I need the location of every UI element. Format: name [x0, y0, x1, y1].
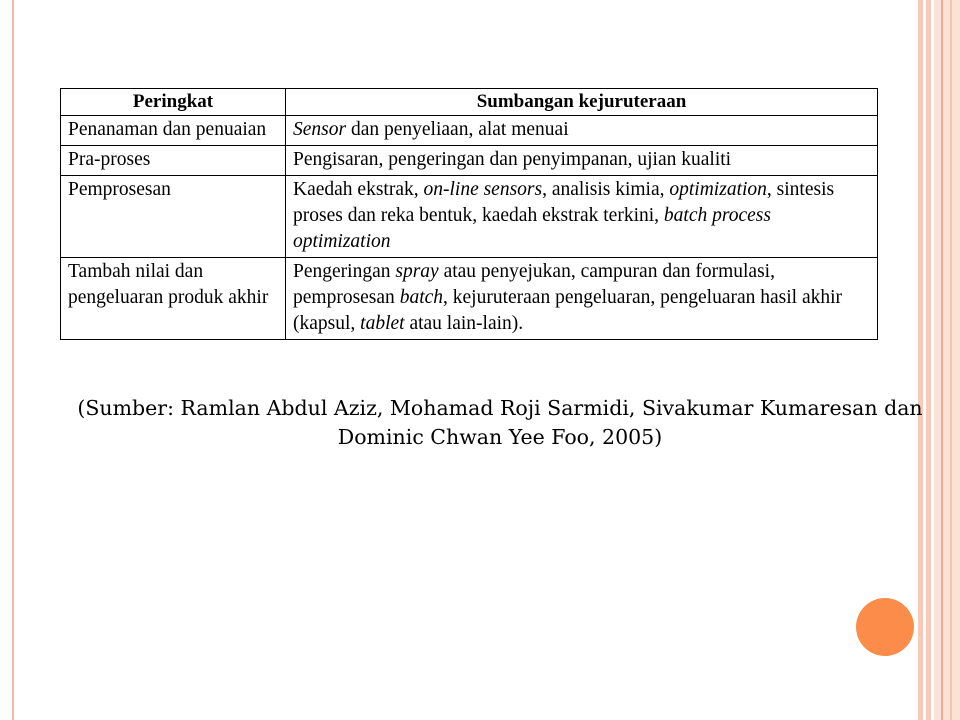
contribution-segment: tablet: [360, 313, 405, 334]
decorative-circle: [856, 598, 914, 656]
table-row: [61, 258, 878, 340]
contribution-segment: Pengeringan: [293, 261, 396, 282]
contribution-segment: batch: [399, 287, 444, 308]
contribution-segment: Sensor: [293, 119, 347, 140]
stage-cell: Penanaman dan penuaian: [61, 116, 286, 146]
contribution-segment: dan penyeliaan, alat menuai: [346, 119, 569, 140]
table-row: [61, 116, 878, 146]
table-row: [61, 146, 878, 176]
header-stage: Peringkat: [61, 89, 286, 116]
right-border-stripe: [918, 0, 923, 720]
contribution-segment: atau penyejukan, campuran dan formulasi, pemprosesan: [293, 261, 775, 308]
contribution-cell: [286, 116, 878, 146]
stage-cell: Pemprosesan: [61, 176, 286, 258]
stage-cell: Tambah nilai dan pengeluaran produk akhir: [61, 258, 286, 340]
right-border-stripe: [941, 0, 943, 720]
right-border-stripe: [926, 0, 931, 720]
stage-cell: Pra-proses: [61, 146, 286, 176]
contribution-cell: [286, 258, 878, 340]
contribution-cell: [286, 146, 878, 176]
header-contribution: Sumbangan kejuruteraan: [286, 89, 878, 116]
contribution-segment: on-line sensors: [423, 179, 543, 200]
contribution-segment: optimization: [669, 179, 767, 200]
table-row: [61, 176, 878, 258]
contribution-segment: atau lain-lain).: [404, 313, 524, 334]
right-border-stripe: [934, 0, 960, 720]
right-border-stripe: [950, 0, 952, 720]
contribution-segment: , kejuruteraan pengeluaran, pengeluaran hasil akhir (kapsul,: [293, 287, 843, 334]
table-header-row: [61, 89, 878, 116]
contribution-segment: , sintesis proses dan reka bentuk, kaedah ekstrak terkini,: [293, 179, 835, 226]
engineering-contribution-table: [60, 88, 878, 340]
contribution-segment: Kaedah ekstrak,: [293, 179, 424, 200]
contribution-segment: batch process optimization: [293, 205, 771, 252]
source-line-2: Dominic Chwan Yee Foo, 2005): [337, 425, 663, 449]
source-citation: [60, 394, 940, 452]
contribution-segment: , analisis kimia,: [542, 179, 670, 200]
contribution-cell: [286, 176, 878, 258]
source-line-1: (Sumber: Ramlan Abdul Aziz, Mohamad Roji Sarmidi, Sivakumar Kumaresan dan: [77, 396, 923, 420]
contribution-segment: Pengisaran, pengeringan dan penyimpanan, ujian kualiti: [293, 149, 732, 170]
contribution-segment: spray: [395, 261, 439, 282]
left-border-line: [12, 0, 14, 720]
